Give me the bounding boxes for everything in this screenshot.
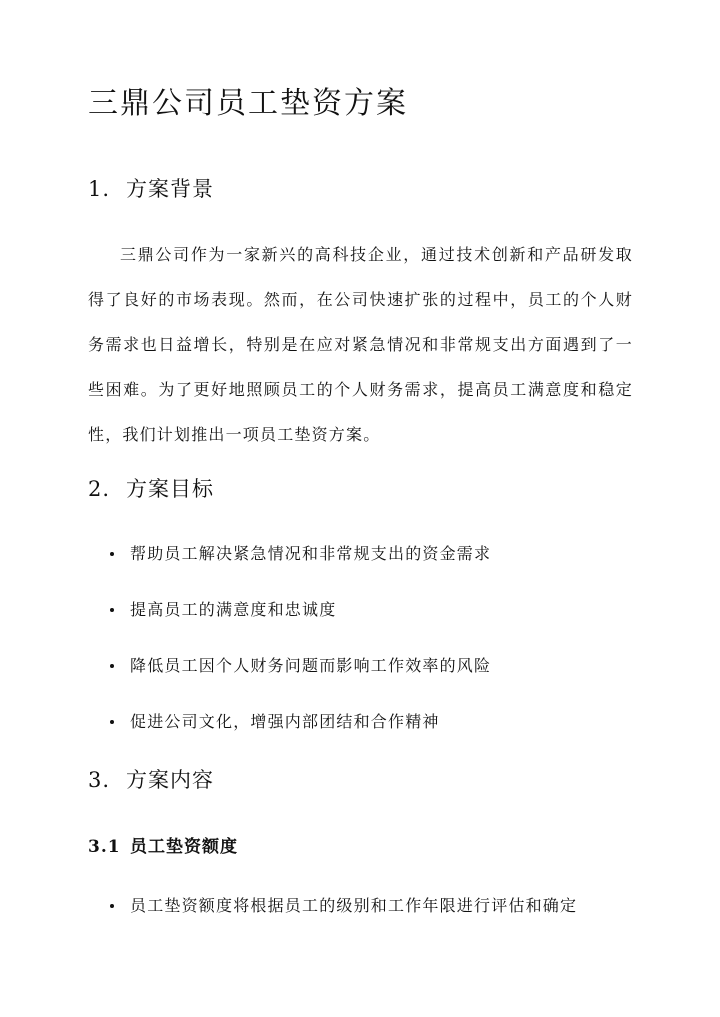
section-number: 2. [88,477,111,501]
list-item-text: 促进公司文化，增强内部团结和合作精神 [130,712,440,731]
section-number: 3. [88,768,111,792]
list-item [88,597,491,653]
section-heading-background [88,174,214,204]
subsection-number: 3.1 [88,837,121,857]
background-paragraph: 三鼎公司作为一家新兴的高科技企业，通过技术创新和产品研发取得了良好的市场表现。然而，在公司快速扩张的过程中，员工的个人财务需求也日益增长，特别是在应对紧急情况和非常规支出方面遇到了一些困难。为了更好地照顾员工的个人财务需求，提高员工满意度和稳定性，我们计划推出一项员工垫资方案。 [88,245,633,444]
bullet-icon [110,552,114,556]
list-item [88,709,491,765]
section-heading-goals [88,474,214,504]
list-item-text: 降低员工因个人财务问题而影响工作效率的风险 [130,656,492,675]
section-heading-content [88,765,214,795]
list-item-text: 员工垫资额度将根据员工的级别和工作年限进行评估和确定 [130,896,578,915]
section-title: 方案内容 [126,768,214,792]
list-item [88,893,577,949]
subsection-heading-advance-limit [88,834,238,860]
document-title: 三鼎公司员工垫资方案 [88,86,408,121]
list-item-text: 帮助员工解决紧急情况和非常规支出的资金需求 [130,544,492,563]
list-item-text: 提高员工的满意度和忠诚度 [130,600,337,619]
bullet-icon [110,904,114,908]
list-item [88,653,491,709]
list-item [88,541,491,597]
section-title: 方案目标 [126,477,214,501]
section-title: 方案背景 [126,177,214,201]
advance-limit-list [88,893,577,949]
goals-list [88,541,491,765]
bullet-icon [110,608,114,612]
bullet-icon [110,664,114,668]
bullet-icon [110,720,114,724]
subsection-title: 员工垫资额度 [130,837,238,857]
section-number: 1. [88,177,111,201]
